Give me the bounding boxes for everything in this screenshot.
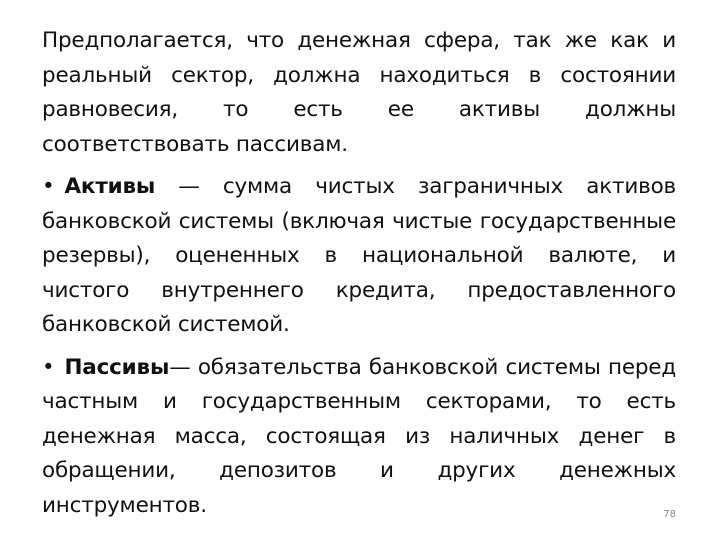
assets-definition: — сумма чистых заграничных активов банковской системы (включая чистые государственные резервы), оцененных в национальной валюте, и чистого внутреннего кредита, предоставленного банковской системой. <box>42 174 676 337</box>
term-liabilities: Пассивы <box>64 354 170 380</box>
term-assets: Активы <box>64 174 156 199</box>
intro-paragraph: Предполагается, что денежная сфера, так же как и реальный сектор, должна находиться в состоянии равновесия, то есть ее активы должны соответствовать пассивам. <box>42 28 676 157</box>
bullet-assets <box>42 170 676 343</box>
bullet-dot-icon: • <box>42 354 55 380</box>
bullet-dot-icon: • <box>42 174 55 199</box>
slide-content <box>42 24 676 531</box>
liabilities-definition: — обязательства банковской системы перед частным и государственным секторами, то есть денежная масса, состоящая из наличных денег в обращении, депозитов и других денежных инструментов. <box>42 354 676 518</box>
page-number: 78 <box>663 509 676 520</box>
bullet-liabilities <box>42 351 676 524</box>
